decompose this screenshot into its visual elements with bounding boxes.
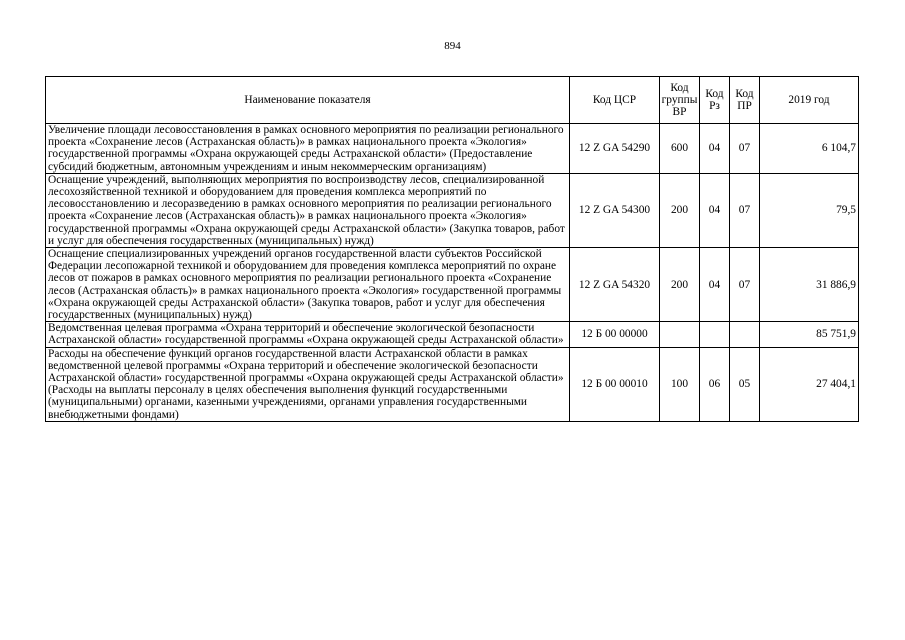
row-pr: 07 bbox=[730, 248, 760, 322]
row-rz: 04 bbox=[700, 248, 730, 322]
table-header-row bbox=[46, 77, 859, 124]
row-amount: 31 886,9 bbox=[760, 248, 859, 322]
row-vr bbox=[660, 322, 700, 347]
row-vr: 200 bbox=[660, 173, 700, 247]
row-vr: 600 bbox=[660, 124, 700, 174]
row-vr: 200 bbox=[660, 248, 700, 322]
row-csr: 12 Z GA 54300 bbox=[570, 173, 660, 247]
header-vr: Код группы ВР bbox=[660, 77, 700, 124]
header-csr: Код ЦСР bbox=[570, 77, 660, 124]
row-pr: 05 bbox=[730, 347, 760, 421]
row-rz: 06 bbox=[700, 347, 730, 421]
page-number: 894 bbox=[444, 40, 461, 52]
row-name: Оснащение специализированных учреждений органов государственной власти субъектов Российской Федерации лесопожарной техникой и оборудованием для проведения комплекса мероприятий по охране лесов от пожаров в рамках основного мероприятия по реализации регионального проекта «Сохранение лесов (Астраханская область)» в рамках национального проекта «Экология» государственной программы «Охрана окружающей среды Астраханской области» (Закупка товаров, работ и услуг для обеспечения государственных (муниципальных) нужд) bbox=[46, 248, 570, 322]
row-vr: 100 bbox=[660, 347, 700, 421]
table-row bbox=[46, 124, 859, 174]
row-name: Увеличение площади лесовосстановления в рамках основного мероприятия по реализации регионального проекта «Сохранение лесов (Астраханская область)» в рамках национального проекта «Экология» государственной программы «Охрана окружающей среды Астраханской области» (Предоставление субсидий бюджетным, автономным учреждениям и иным некоммерческим организациям) bbox=[46, 124, 570, 174]
row-pr bbox=[730, 322, 760, 347]
row-amount: 85 751,9 bbox=[760, 322, 859, 347]
table-row bbox=[46, 322, 859, 347]
row-rz: 04 bbox=[700, 124, 730, 174]
row-name: Оснащение учреждений, выполняющих мероприятия по воспроизводству лесов, специализированной лесохозяйственной техникой и оборудованием для проведения комплекса мероприятий по лесовосстановлению и лесоразведению в рамках основного мероприятия по реализации регионального проекта «Сохранение лесов (Астраханская область)» в рамках национального проекта «Экология» государственной программы «Охрана окружающей среды Астраханской области» (Закупка товаров, работ и услуг для обеспечения государственных (муниципальных) нужд) bbox=[46, 173, 570, 247]
row-name: Расходы на обеспечение функций органов государственной власти Астраханской области в рамках ведомственной целевой программы «Охрана территорий и обеспечение экологической безопасности Астраханской области» государственной программы «Охрана окружающей среды Астраханской области» (Расходы на выплаты персоналу в целях обеспечения выполнения функций государственными (муниципальными) органами, казенными учреждениями, органами управления государственными внебюджетными фондами) bbox=[46, 347, 570, 421]
table-row bbox=[46, 347, 859, 421]
budget-table bbox=[45, 76, 859, 422]
header-rz: Код Рз bbox=[700, 77, 730, 124]
row-csr: 12 Z GA 54320 bbox=[570, 248, 660, 322]
row-amount: 27 404,1 bbox=[760, 347, 859, 421]
table-row bbox=[46, 248, 859, 322]
row-amount: 79,5 bbox=[760, 173, 859, 247]
header-year: 2019 год bbox=[760, 77, 859, 124]
row-name: Ведомственная целевая программа «Охрана территорий и обеспечение экологической безопасности Астраханской области» государственной программы «Охрана окружающей среды Астраханской области» bbox=[46, 322, 570, 347]
table-row bbox=[46, 173, 859, 247]
row-rz bbox=[700, 322, 730, 347]
row-amount: 6 104,7 bbox=[760, 124, 859, 174]
row-csr: 12 Б 00 00000 bbox=[570, 322, 660, 347]
header-name: Наименование показателя bbox=[46, 77, 570, 124]
header-pr: Код ПР bbox=[730, 77, 760, 124]
row-pr: 07 bbox=[730, 124, 760, 174]
row-csr: 12 Б 00 00010 bbox=[570, 347, 660, 421]
row-pr: 07 bbox=[730, 173, 760, 247]
row-rz: 04 bbox=[700, 173, 730, 247]
row-csr: 12 Z GA 54290 bbox=[570, 124, 660, 174]
